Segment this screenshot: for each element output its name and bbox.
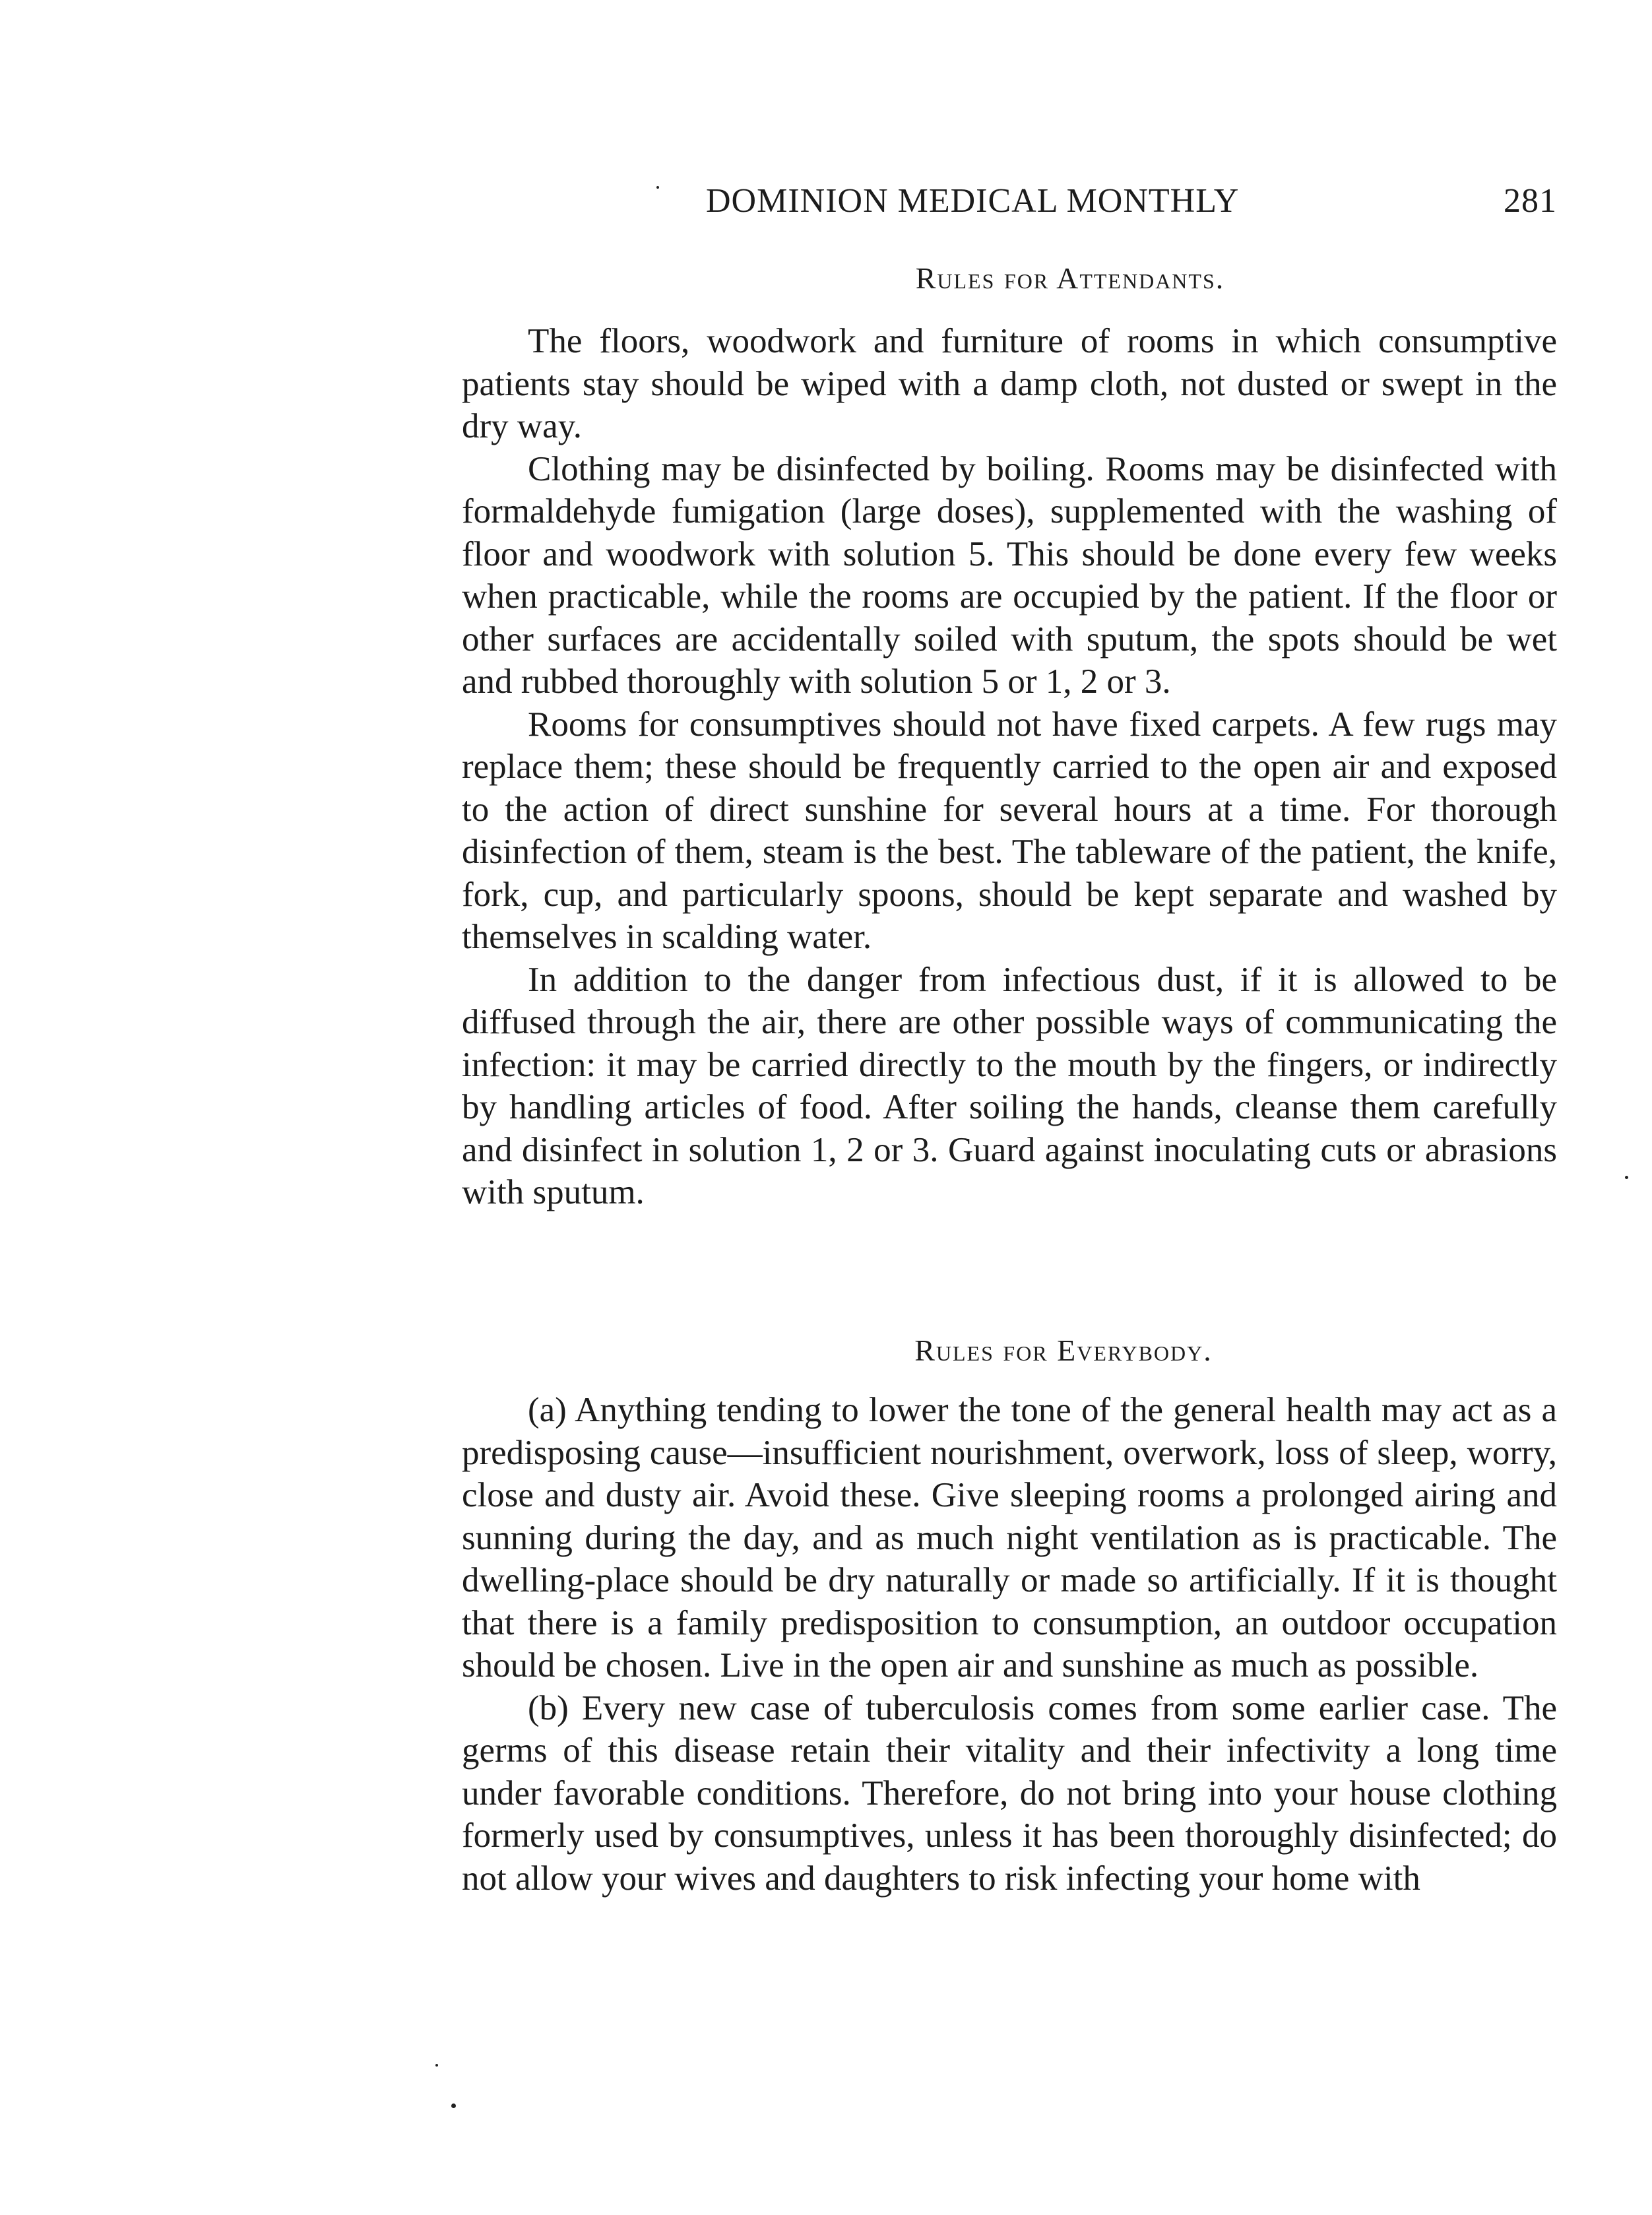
section-heading-everybody: Rules for Everybody.: [914, 1333, 1213, 1367]
section-body-everybody: [462, 1389, 1557, 1900]
paragraph: (b) Every new case of tuberculosis comes from some earlier case. The germs of this disease retain their vitality and their infectivity a long time under favorable conditions. Therefore, do not bring into your house clothing formerly used by consumptives, unless it has been thoroughly disinfected; do not allow your wives and daughters to risk infecting your home with: [462, 1688, 1557, 1898]
section-body-attendants: [462, 320, 1557, 1214]
page-number: 281: [1504, 182, 1557, 220]
paragraph: (a) Anything tending to lower the tone of the general health may act as a predisposing cause—insufficient nourishment, overwork, loss of sleep, worry, close and dusty air. Avoid these. Give sleeping rooms a prolonged airing and sunning during the day, and as much night ventilation as is practicable. The dwelling-place should be dry naturally or made so artificially. If it is thought that there is a family predisposition to consumption, an outdoor occupation should be chosen. Live in the open air and sunshine as much as possible.: [462, 1391, 1557, 1685]
scan-speck: [1625, 1176, 1628, 1179]
journal-title: DOMINION MEDICAL MONTHLY: [706, 182, 1240, 220]
section-heading-attendants: Rules for Attendants.: [915, 261, 1225, 295]
scan-speck: [656, 186, 659, 189]
paragraph: Rooms for consumptives should not have fixed carpets. A few rugs may replace them; these should be frequently carried to the open air and exposed to the action of direct sunshine for several hours at a time. For thorough disinfection of them, steam is the best. The tableware of the patient, the knife, fork, cup, and particularly spoons, should be kept separate and washed by themselves in scalding water.: [462, 705, 1557, 956]
running-header: [462, 181, 1557, 234]
paragraph: The floors, woodwork and furniture of rooms in which consumptive patients stay should be wiped with a damp cloth, not dusted or swept in the dry way.: [462, 322, 1557, 445]
paragraph: In addition to the danger from infectious dust, if it is allowed to be diffused through the air, there are other possible ways of communicating the infection: it may be carried directly to the mouth by the fingers, or indirectly by handling articles of food. After soiling the hands, cleanse them carefully and disinfect in solution 1, 2 or 3. Guard against inoculating cuts or abrasions with sputum.: [462, 960, 1557, 1211]
scan-speck: [435, 2064, 438, 2067]
scan-speck: [451, 2103, 456, 2108]
paragraph: Clothing may be disinfected by boiling. Rooms may be disinfected with formaldehyde fumigation (large doses), supplemented with the washing of floor and woodwork with solution 5. This should be done every few weeks when practicable, while the rooms are occupied by the patient. If the floor or other surfaces are accidentally soiled with sputum, the spots should be wet and rubbed thoroughly with solution 5 or 1, 2 or 3.: [462, 449, 1557, 701]
